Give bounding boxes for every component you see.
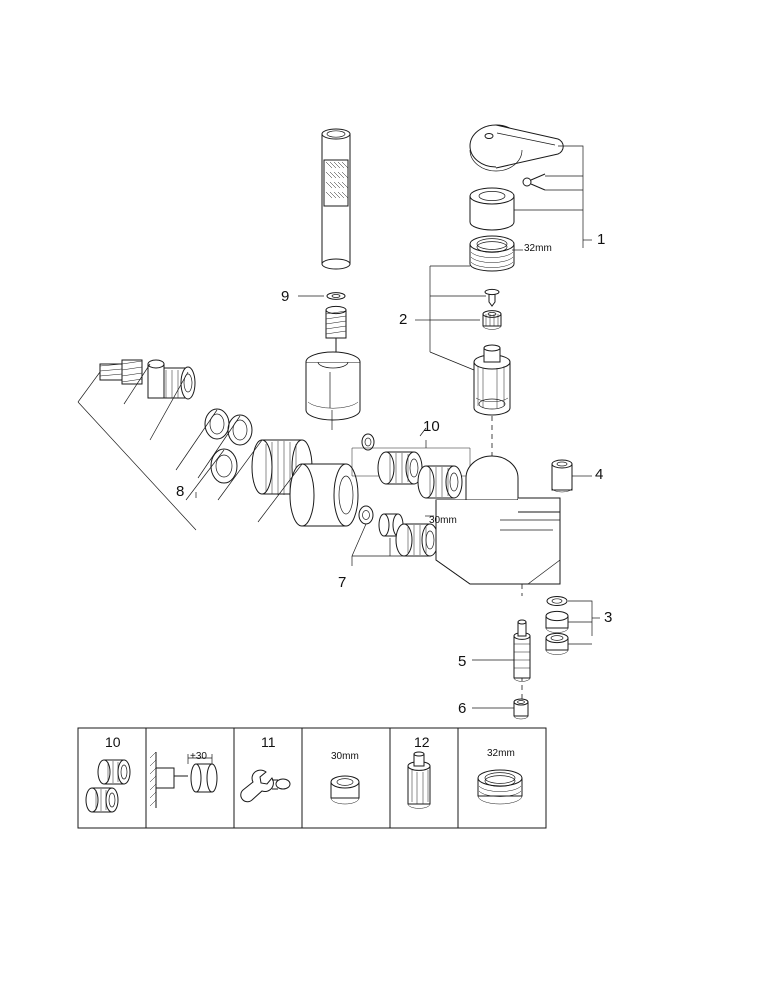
legend-number-12: 12 (414, 734, 430, 750)
part-union-nut (396, 524, 438, 556)
legend-cell-cartridge (408, 752, 430, 808)
part-washer-3c (546, 633, 568, 654)
leader-group-2 (415, 266, 486, 370)
part-hand-shower (322, 129, 350, 362)
part-o-ring-a (205, 409, 229, 439)
callout-5: 5 (458, 653, 467, 670)
legend-caption-30mm: 30mm (331, 751, 359, 762)
part-screw (485, 289, 499, 306)
callout-9: 9 (281, 288, 290, 305)
part-o-ring-c (211, 449, 237, 483)
part-grub-screw (523, 174, 545, 190)
part-locking-ring (483, 311, 501, 330)
legend-table (78, 728, 546, 828)
leader-group-3 (568, 601, 600, 644)
legend-cell-sleeves (86, 760, 130, 812)
part-inlet-nipple (100, 360, 142, 384)
legend-caption-plus30: +30 (190, 751, 207, 762)
callout-4: 4 (595, 466, 604, 483)
part-lever-handle (470, 125, 563, 171)
callout-10: 10 (423, 418, 440, 435)
part-insert-6 (472, 699, 528, 719)
legend-cell-wrench (241, 770, 290, 802)
part-shower-holder (306, 352, 360, 430)
callout-7: 7 (338, 574, 347, 591)
legend-cell-cap-32mm (478, 770, 522, 804)
part-washer-3a (547, 597, 567, 606)
callout-3: 3 (604, 609, 613, 626)
part-cap-nut-32mm (470, 236, 514, 271)
legend-cell-nut-30mm (331, 776, 359, 804)
part-blanking-plug (552, 460, 588, 492)
part-eccentric-connector (148, 360, 195, 399)
dimension-30mm: 30mm (429, 515, 457, 526)
part-handle-sleeve (470, 188, 514, 230)
part-escutcheon-cup (290, 464, 358, 526)
part-cartridge (474, 345, 510, 415)
part-washer-3b (546, 611, 568, 632)
dimension-32mm: 32mm (524, 243, 552, 254)
legend-caption-32mm: 32mm (487, 748, 515, 759)
callout-1: 1 (597, 231, 606, 248)
part-filter-washer (359, 506, 373, 524)
part-diverter-cartridge (472, 620, 530, 681)
part-o-ring-b (228, 415, 252, 445)
legend-number-10: 10 (105, 734, 121, 750)
callout-2: 2 (399, 311, 408, 328)
callout-6: 6 (458, 700, 467, 717)
callout-8: 8 (176, 483, 185, 500)
legend-number-11: 11 (261, 734, 276, 750)
